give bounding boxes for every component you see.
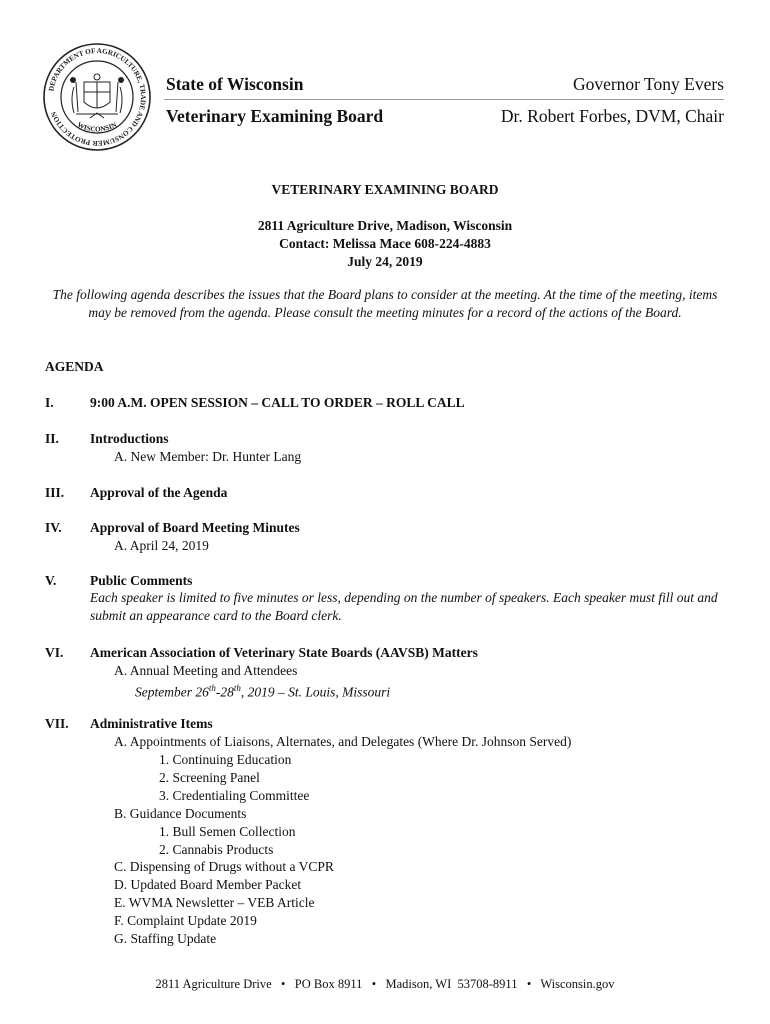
meeting-detail [135,680,390,701]
section-number: I. [45,395,54,410]
agenda-item: C. Dispensing of Drugs without a VCPR [114,859,334,874]
section-number: III. [45,485,65,500]
section-number: IV. [45,520,62,535]
board-name: Veterinary Examining Board [166,106,384,126]
public-comment-note: Each speaker is limited to five minutes or less, depending on the number of speakers. Each speaker must fill out and submit an appearance card to the Board clerk. [90,590,718,623]
meeting-address: 2811 Agriculture Drive, Madison, Wisconsin [257,218,513,233]
board-chair: Dr. Robert Forbes, DVM, Chair [500,106,724,126]
section-number: II. [45,431,59,446]
section-title: 9:00 A.M. OPEN SESSION – CALL TO ORDER – ROLL CALL [90,395,465,410]
meeting-date: July 24, 2019 [347,254,423,269]
section-number: VI. [45,645,64,660]
section-title: Approval of Board Meeting Minutes [90,520,300,535]
ordinal-suffix: th [233,683,241,693]
agenda-item: B. Guidance Documents [114,806,247,821]
section-title: Approval of the Agenda [90,485,228,500]
agenda-item: A. April 24, 2019 [114,538,209,553]
section-title: Public Comments [90,573,193,588]
sub-item: 1. Continuing Education [159,752,292,767]
agenda-item: A. Annual Meeting and Attendees [114,663,298,678]
detail-text: -28 [215,684,234,700]
sub-item: 2. Screening Panel [159,770,260,785]
sub-item: 1. Bull Semen Collection [159,824,296,839]
meeting-contact: Contact: Melissa Mace 608-224-4883 [279,236,491,251]
state-name: State of Wisconsin [166,74,304,94]
section-title: Administrative Items [90,716,213,731]
agenda-intro: The following agenda describes the issues that the Board plans to consider at the meeting. At the time of the meeting, items may be removed from the agenda. Please consult the meeting minutes for a record of the actions of the Board. [52,287,718,320]
agenda-item: F. Complaint Update 2019 [114,913,257,928]
detail-text: September 26 [135,684,209,700]
agenda-item: D. Updated Board Member Packet [114,877,302,892]
page-footer: 2811 Agriculture Drive • PO Box 8911 • Madison, WI 53708-8911 • Wisconsin.gov [155,977,615,991]
sub-item: 3. Credentialing Committee [159,788,310,803]
agenda-item: A. Appointments of Liaisons, Alternates, and Delegates (Where Dr. Johnson Served) [114,734,572,749]
section-number: V. [45,573,57,588]
page-title: VETERINARY EXAMINING BOARD [271,182,499,197]
governor-name: Governor Tony Evers [572,74,724,94]
sub-item: 2. Cannabis Products [159,842,274,857]
detail-text: , 2019 – St. Louis, Missouri [240,684,391,700]
department-seal [42,42,152,152]
section-title: American Association of Veterinary State Boards (AAVSB) Matters [90,645,478,660]
agenda-item: G. Staffing Update [114,931,217,946]
seal-ring-text: DEPARTMENT OF AGRICULTURE, TRADE AND CONSUMER PROTECTION [47,46,148,148]
svg-text:WISCONSIN [76,120,119,133]
agenda-item: E. WVMA Newsletter – VEB Article [114,895,315,910]
section-number: VII. [45,716,69,731]
ordinal-suffix: th [208,683,216,693]
header-divider [164,99,724,100]
agenda-label: AGENDA [45,359,104,374]
agenda-item: A. New Member: Dr. Hunter Lang [114,449,302,464]
seal-bottom-text: WISCONSIN [76,120,119,134]
section-title: Introductions [90,431,169,446]
